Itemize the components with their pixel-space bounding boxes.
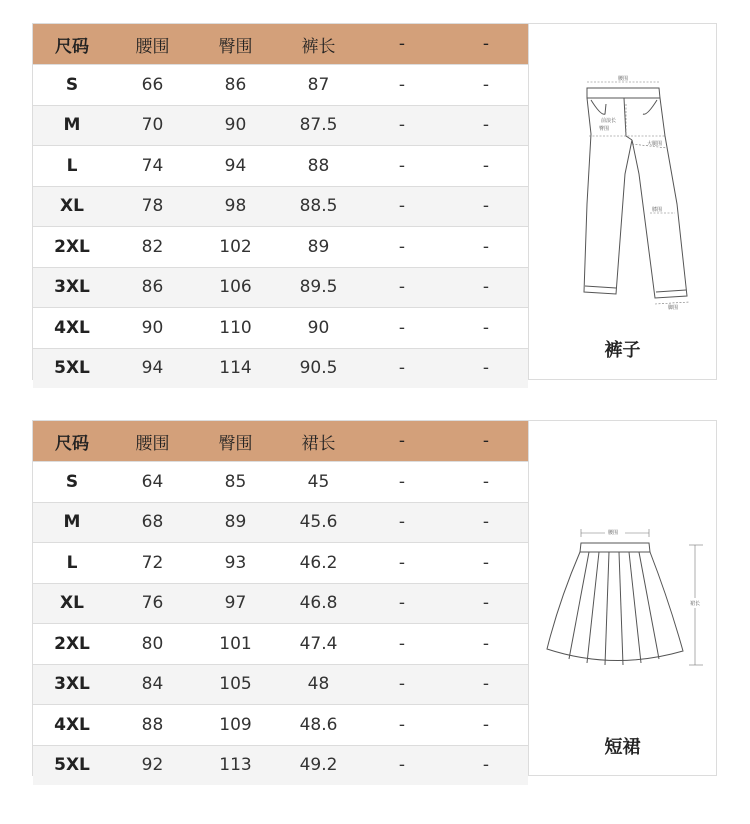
table-row (33, 745, 528, 785)
measurement-cell: - (360, 583, 444, 624)
measurement-cell: - (360, 308, 444, 349)
measurement-cell: 87.5 (277, 105, 360, 146)
table-row (33, 227, 528, 268)
measurement-cell: 109 (194, 705, 277, 746)
size-cell: 4XL (33, 308, 111, 349)
header-hip: 臀围 (194, 24, 277, 65)
measurement-cell: 68 (111, 502, 194, 543)
skirt-size-table (33, 421, 528, 785)
header-waist: 腰围 (111, 24, 194, 65)
header-hip: 臀围 (194, 421, 277, 462)
pants-size-chart (32, 23, 717, 380)
table-header-row (33, 421, 528, 462)
label-length: 裙长 (690, 601, 701, 607)
measurement-cell: 48.6 (277, 705, 360, 746)
measurement-cell: 45.6 (277, 502, 360, 543)
measurement-cell: 90 (194, 105, 277, 146)
measurement-cell: - (444, 146, 528, 187)
label-hip: 臀围 (599, 126, 610, 132)
measurement-cell: 102 (194, 227, 277, 268)
measurement-cell: - (444, 65, 528, 106)
measurement-cell: - (444, 308, 528, 349)
table-row (33, 705, 528, 746)
measurement-cell: 70 (111, 105, 194, 146)
table-row (33, 65, 528, 106)
table-header-row (33, 24, 528, 65)
measurement-cell: - (444, 105, 528, 146)
measurement-cell: 85 (194, 462, 277, 503)
table-row (33, 348, 528, 388)
size-cell: 2XL (33, 227, 111, 268)
size-cell: L (33, 543, 111, 584)
measurement-cell: 80 (111, 624, 194, 665)
table-row (33, 624, 528, 665)
measurement-cell: 64 (111, 462, 194, 503)
measurement-cell: 97 (194, 583, 277, 624)
measurement-cell: 90 (111, 308, 194, 349)
measurement-cell: 87 (277, 65, 360, 106)
measurement-cell: 88 (277, 146, 360, 187)
header-extra-2: - (444, 24, 528, 65)
pants-illustration-panel (528, 24, 716, 379)
table-row (33, 308, 528, 349)
measurement-cell: 66 (111, 65, 194, 106)
size-cell: S (33, 65, 111, 106)
measurement-cell: 86 (111, 267, 194, 308)
measurement-cell: - (444, 462, 528, 503)
pants-diagram (529, 24, 717, 324)
measurement-cell: 98 (194, 186, 277, 227)
measurement-cell: - (444, 624, 528, 665)
measurement-cell: 47.4 (277, 624, 360, 665)
size-cell: L (33, 146, 111, 187)
measurement-cell: - (360, 186, 444, 227)
measurement-cell: 94 (194, 146, 277, 187)
measurement-cell: - (360, 502, 444, 543)
measurement-cell: - (444, 348, 528, 388)
header-size: 尺码 (33, 24, 111, 65)
measurement-cell: 90.5 (277, 348, 360, 388)
measurement-cell: - (360, 664, 444, 705)
measurement-cell: 84 (111, 664, 194, 705)
measurement-cell: 105 (194, 664, 277, 705)
header-length: 裤长 (277, 24, 360, 65)
size-cell: 5XL (33, 348, 111, 388)
measurement-cell: 89 (194, 502, 277, 543)
table-row (33, 186, 528, 227)
measurement-cell: - (360, 65, 444, 106)
measurement-cell: 46.8 (277, 583, 360, 624)
measurement-cell: - (360, 543, 444, 584)
measurement-cell: 93 (194, 543, 277, 584)
measurement-cell: 89 (277, 227, 360, 268)
table-row (33, 462, 528, 503)
measurement-cell: 74 (111, 146, 194, 187)
measurement-cell: 49.2 (277, 745, 360, 785)
size-cell: 3XL (33, 267, 111, 308)
size-cell: 4XL (33, 705, 111, 746)
label-knee: 膝围 (652, 207, 663, 213)
measurement-cell: - (360, 146, 444, 187)
measurement-cell: - (360, 227, 444, 268)
measurement-cell: 46.2 (277, 543, 360, 584)
measurement-cell: 76 (111, 583, 194, 624)
skirt-diagram (529, 421, 717, 721)
header-size: 尺码 (33, 421, 111, 462)
skirt-illustration-panel (528, 421, 716, 775)
measurement-cell: - (360, 267, 444, 308)
pants-size-table (33, 24, 528, 388)
measurement-cell: 110 (194, 308, 277, 349)
size-cell: 5XL (33, 745, 111, 785)
size-cell: M (33, 105, 111, 146)
measurement-cell: 92 (111, 745, 194, 785)
measurement-cell: - (360, 348, 444, 388)
measurement-cell: 45 (277, 462, 360, 503)
header-length: 裙长 (277, 421, 360, 462)
measurement-cell: 114 (194, 348, 277, 388)
measurement-cell: - (444, 227, 528, 268)
measurement-cell: 86 (194, 65, 277, 106)
table-row (33, 664, 528, 705)
size-cell: XL (33, 186, 111, 227)
measurement-cell: - (360, 624, 444, 665)
measurement-cell: 88 (111, 705, 194, 746)
measurement-cell: 90 (277, 308, 360, 349)
measurement-cell: - (444, 705, 528, 746)
size-cell: 3XL (33, 664, 111, 705)
measurement-cell: - (444, 267, 528, 308)
measurement-cell: 72 (111, 543, 194, 584)
measurement-cell: - (360, 745, 444, 785)
label-waist: 腰围 (618, 76, 629, 82)
table-row (33, 267, 528, 308)
size-cell: 2XL (33, 624, 111, 665)
size-cell: XL (33, 583, 111, 624)
measurement-cell: 48 (277, 664, 360, 705)
skirt-caption: 短裙 (604, 737, 641, 758)
measurement-cell: - (444, 745, 528, 785)
measurement-cell: 82 (111, 227, 194, 268)
measurement-cell: - (444, 186, 528, 227)
measurement-cell: 78 (111, 186, 194, 227)
measurement-cell: 113 (194, 745, 277, 785)
size-cell: M (33, 502, 111, 543)
label-waist: 腰围 (608, 530, 619, 536)
header-extra-1: - (360, 421, 444, 462)
pants-caption: 裤子 (604, 340, 641, 361)
measurement-cell: - (360, 705, 444, 746)
size-cell: S (33, 462, 111, 503)
table-row (33, 105, 528, 146)
measurement-cell: - (444, 543, 528, 584)
measurement-cell: - (444, 502, 528, 543)
measurement-cell: - (444, 583, 528, 624)
label-leg-opening: 脚围 (668, 305, 679, 311)
label-thigh: 大腿围 (647, 141, 663, 147)
measurement-cell: 106 (194, 267, 277, 308)
table-row (33, 543, 528, 584)
measurement-cell: - (360, 462, 444, 503)
measurement-cell: 89.5 (277, 267, 360, 308)
table-row (33, 502, 528, 543)
measurement-cell: 94 (111, 348, 194, 388)
table-row (33, 146, 528, 187)
table-row (33, 583, 528, 624)
label-front-rise: 前浪长 (601, 118, 617, 124)
measurement-cell: - (360, 105, 444, 146)
header-waist: 腰围 (111, 421, 194, 462)
measurement-cell: 101 (194, 624, 277, 665)
measurement-cell: 88.5 (277, 186, 360, 227)
header-extra-1: - (360, 24, 444, 65)
skirt-size-chart (32, 420, 717, 776)
measurement-cell: - (444, 664, 528, 705)
header-extra-2: - (444, 421, 528, 462)
